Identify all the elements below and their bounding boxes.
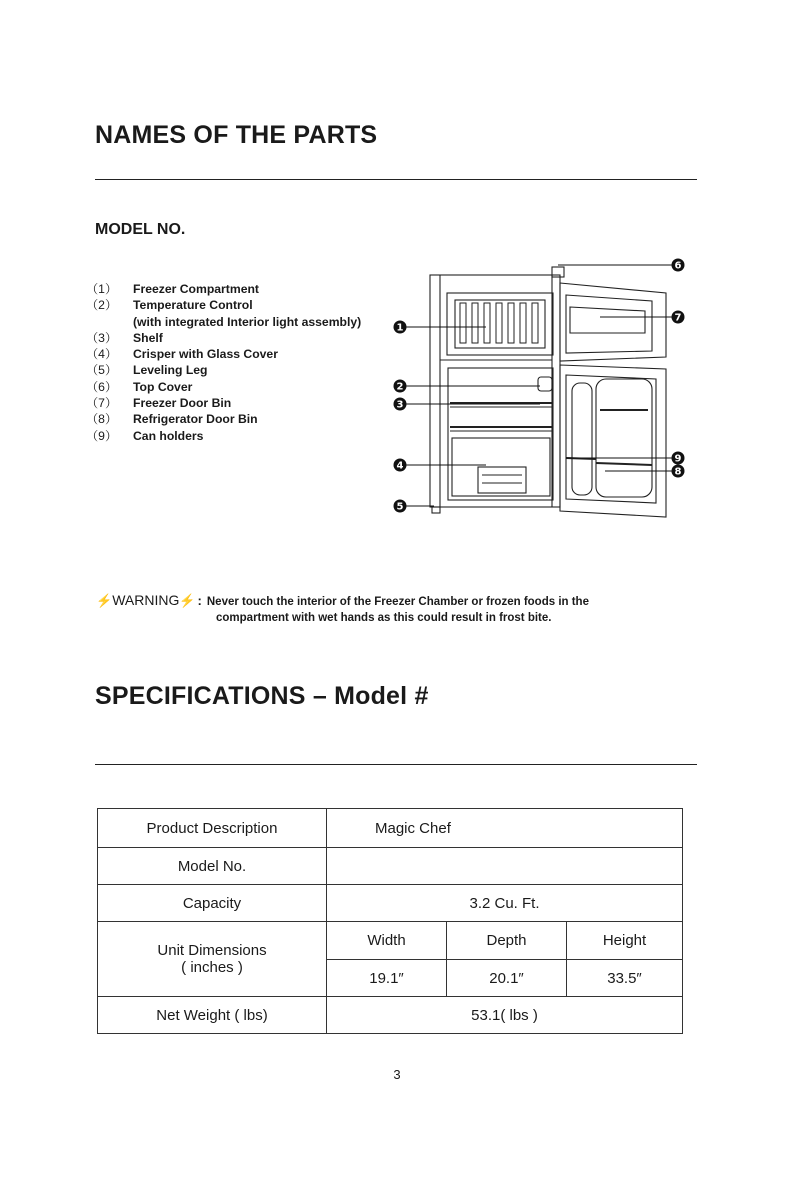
table-cell: 20.1″ xyxy=(447,960,567,997)
list-item: （8） Refrigerator Door Bin xyxy=(86,412,258,427)
table-cell: Magic Chef xyxy=(327,809,683,848)
names-title: NAMES OF THE PARTS xyxy=(95,121,378,149)
list-item: （7） Freezer Door Bin xyxy=(86,396,232,411)
warning-title: WARNING xyxy=(112,592,180,608)
table-cell: 3.2 Cu. Ft. xyxy=(327,885,683,922)
callout-5 xyxy=(394,500,407,513)
callout-4 xyxy=(394,459,407,472)
list-item: （9） Can holders xyxy=(86,428,204,443)
freezer-compartment xyxy=(447,293,553,355)
warning-block: ⚡ WARNING ⚡ : Never touch the interior of the Freezer Chamber or frozen foods in the compartment with wet hands as this could result in frost bite. xyxy=(96,592,589,624)
table-cell xyxy=(327,848,683,885)
page-number: 3 xyxy=(393,1067,401,1082)
table-cell: Unit Dimensions ( inches ) xyxy=(98,922,327,997)
table-cell: 53.1( lbs ) xyxy=(327,997,683,1034)
refrigerator-door-bin xyxy=(596,463,652,465)
model-label: MODEL NO. xyxy=(95,221,186,238)
table-cell: Product Description xyxy=(98,809,327,848)
callout-2 xyxy=(394,380,407,393)
svg-text:8: 8 xyxy=(674,466,682,478)
list-item: （6） Top Cover xyxy=(86,379,193,394)
specs-title: SPECIFICATIONS – Model # xyxy=(95,682,429,710)
svg-text:9: 9 xyxy=(674,453,682,465)
table-cell: 19.1″ xyxy=(327,960,447,997)
parts-list xyxy=(86,281,361,444)
specs-divider xyxy=(95,764,697,765)
callout-1 xyxy=(394,321,407,334)
table-row xyxy=(98,922,683,960)
list-item: （1） Freezer Compartment xyxy=(86,282,259,296)
list-item: （5） Leveling Leg xyxy=(86,363,208,378)
callout-7 xyxy=(672,311,685,324)
svg-text:7: 7 xyxy=(674,312,682,324)
table-cell: 33.5″ xyxy=(567,960,683,997)
callout-9 xyxy=(672,452,685,465)
svg-text:4: 4 xyxy=(396,460,404,472)
list-item: （4） Crisper with Glass Cover xyxy=(86,347,278,362)
list-item: (with integrated Interior light assembly) xyxy=(133,314,362,329)
temperature-control xyxy=(538,377,552,391)
names-divider xyxy=(95,179,697,180)
warning-text-line2: compartment with wet hands as this could result in frost bite. xyxy=(216,612,552,624)
list-item: （3） Shelf xyxy=(86,330,163,345)
table-row xyxy=(98,885,683,922)
spec-table xyxy=(97,808,683,1034)
warning-icon: ⚡ xyxy=(96,593,113,608)
leveling-leg xyxy=(432,507,440,513)
table-cell: Width xyxy=(327,922,447,960)
fridge-compartment xyxy=(448,368,553,500)
callout-6 xyxy=(672,259,685,272)
freezer-door-bin xyxy=(570,307,645,333)
table-row xyxy=(98,848,683,885)
callout-3 xyxy=(394,398,407,411)
svg-text:1: 1 xyxy=(396,322,404,334)
table-cell: Depth xyxy=(447,922,567,960)
table-cell: Height xyxy=(567,922,683,960)
table-cell: Model No. xyxy=(98,848,327,885)
refrigerator-diagram xyxy=(390,255,700,525)
warning-text-line1: Never touch the interior of the Freezer Chamber or frozen foods in the xyxy=(206,596,589,608)
list-item: （2） Temperature Control xyxy=(86,298,253,313)
freezer-door xyxy=(560,283,666,361)
callout-8 xyxy=(672,465,685,478)
table-row xyxy=(98,997,683,1034)
table-cell: Net Weight ( lbs) xyxy=(98,997,327,1034)
svg-text:6: 6 xyxy=(674,260,682,272)
table-cell: Capacity xyxy=(98,885,327,922)
warning-icon: ⚡ xyxy=(179,593,196,608)
svg-text:5: 5 xyxy=(396,501,404,513)
table-row xyxy=(98,809,683,848)
svg-text:3: 3 xyxy=(396,399,404,411)
svg-text:2: 2 xyxy=(396,381,404,393)
